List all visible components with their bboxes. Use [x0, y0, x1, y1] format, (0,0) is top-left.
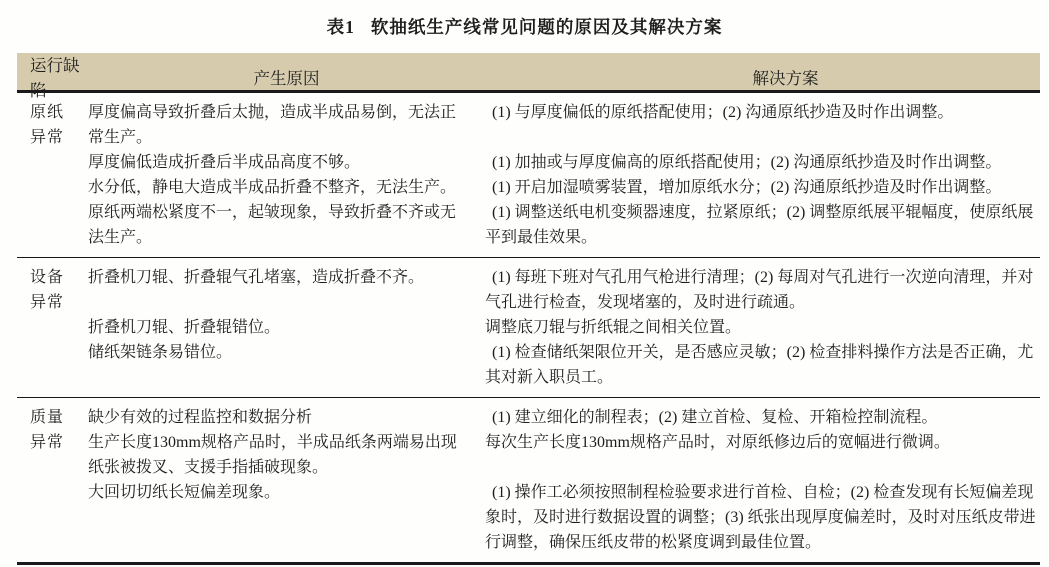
- section-rows: [88, 100, 1040, 250]
- table-row: [88, 200, 1040, 250]
- table-row: [88, 405, 1040, 430]
- solution-cell: 每次生产长度130mm规格产品时，对原纸修边后的宽幅进行微调。: [485, 434, 950, 451]
- defect-label-line: 质量: [30, 409, 65, 426]
- solution-cell: (1) 与厚度偏低的原纸搭配使用；(2) 沟通原纸抄造及时作出调整。: [492, 104, 954, 121]
- solution-cell: 调整底刀辊与折纸辊之间相关位置。: [485, 319, 742, 336]
- problems-solutions-table: [17, 53, 1040, 565]
- solution-cell: (1) 开启加湿喷雾装置，增加原纸水分；(2) 沟通原纸抄造及时作出调整。: [492, 179, 1002, 196]
- solution-cell: (1) 每班下班对气孔用气枪进行清理；(2) 每周对气孔进行一次逆向清理，并对气孔进行检查，发现堵塞的，及时进行疏通。: [485, 269, 1034, 311]
- cause-cell: 生产长度130mm规格产品时，半成品纸条两端易出现纸张被拨叉、支援手指插破现象。: [88, 434, 457, 476]
- table-row: [88, 315, 1040, 340]
- solution-cell: (1) 检查储纸架限位开关，是否感应灵敏；(2) 检查排料操作方法是否正确，尤其对新入职员工。: [485, 344, 1034, 386]
- column-header-cause: 产生原因: [253, 68, 320, 88]
- table-caption: [0, 0, 1049, 53]
- cause-cell: 储纸架链条易错位。: [88, 344, 233, 361]
- cause-cell: 厚度偏低造成折叠后半成品高度不够。: [88, 154, 361, 171]
- defect-label-line: 异常: [30, 294, 65, 311]
- cause-cell: 水分低，静电大造成半成品折叠不整齐，无法生产。: [88, 179, 457, 196]
- section-quality-abnormal: [17, 397, 1040, 562]
- table-row: [88, 430, 1040, 480]
- section-raw-paper-abnormal: [17, 93, 1040, 257]
- defect-label: [17, 100, 88, 250]
- cause-cell: 缺少有效的过程监控和数据分析: [88, 409, 313, 426]
- table-row: [88, 100, 1040, 150]
- table-header-row: [17, 53, 1040, 100]
- section-rows: [88, 405, 1040, 555]
- defect-label-line: 异常: [30, 434, 65, 451]
- section-equipment-abnormal: [17, 257, 1040, 397]
- cause-cell: 折叠机刀辊、折叠辊气孔堵塞，造成折叠不齐。: [88, 269, 425, 286]
- defect-label-line: 异常: [30, 129, 65, 146]
- defect-label: [17, 265, 88, 390]
- table-number: 表1: [326, 17, 355, 37]
- column-header-solution: 解决方案: [752, 68, 819, 88]
- solution-cell: (1) 调整送纸电机变频器速度，拉紧原纸；(2) 调整原纸展平辊幅度，使原纸展平到最佳效果。: [485, 204, 1034, 246]
- table-row: [88, 175, 1040, 200]
- table-row: [88, 340, 1040, 390]
- solution-cell: (1) 建立细化的制程表；(2) 建立首检、复检、开箱检控制流程。: [492, 409, 938, 426]
- column-header-defect: 运行缺陷: [30, 56, 80, 100]
- table-row: [88, 480, 1040, 555]
- table-row: [88, 265, 1040, 315]
- section-rows: [88, 265, 1040, 390]
- defect-label-line: 原纸: [30, 104, 65, 121]
- cause-cell: 大回切切纸长短偏差现象。: [88, 484, 281, 501]
- solution-cell: (1) 加抽或与厚度偏高的原纸搭配使用；(2) 沟通原纸抄造及时作出调整。: [492, 154, 1002, 171]
- cause-cell: 厚度偏高导致折叠后太抛，造成半成品易倒，无法正常生产。: [88, 104, 457, 146]
- defect-label: [17, 405, 88, 555]
- defect-label-line: 设备: [30, 269, 65, 286]
- cause-cell: 折叠机刀辊、折叠辊错位。: [88, 319, 281, 336]
- table-caption-text: 软抽纸生产线常见问题的原因及其解决方案: [370, 17, 723, 37]
- solution-cell: (1) 操作工必须按照制程检验要求进行首检、自检；(2) 检查发现有长短偏差现象时，及时进行数据设置的调整；(3) 纸张出现厚度偏差时，及时对压纸皮带进行调整，确保压纸皮带的松紧度调到最佳位置。: [485, 484, 1036, 551]
- table-row: [88, 150, 1040, 175]
- cause-cell: 原纸两端松紧度不一，起皱现象，导致折叠不齐或无法生产。: [88, 204, 457, 246]
